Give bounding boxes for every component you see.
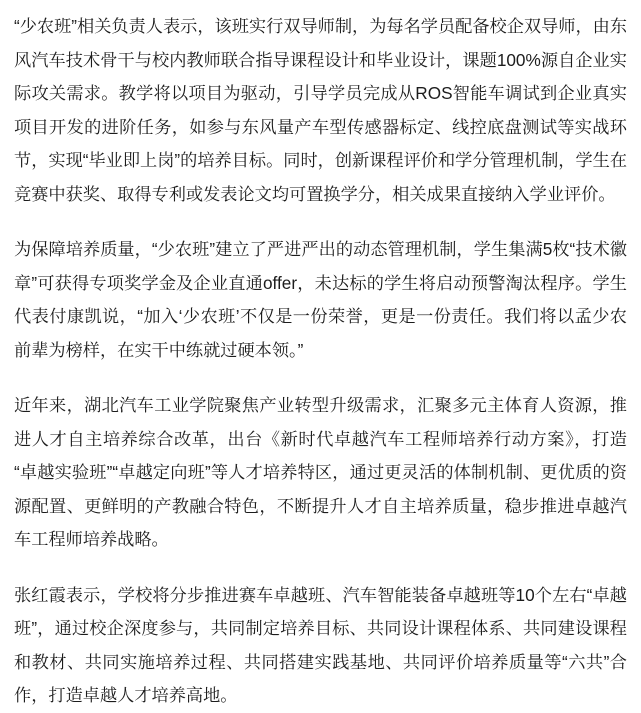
paragraph-1: “少农班”相关负责人表示，该班实行双导师制，为每名学员配备校企双导师，由东风汽车技术骨干与校内教师联合指导课程设计和毕业设计，课题100%源自企业实际攻关需求。教学将以项目为驱动，引导学员完成从ROS智能车调试到企业真实项目开发的进阶任务，如参与东风量产车型传感器标定、线控底盘测试等实战环节，实现“毕业即上岗”的培养目标。同时，创新课程评价和学分管理机制，学生在竞赛中获奖、取得专利或发表论文均可置换学分，相关成果直接纳入学业评价。 xyxy=(14,16,628,204)
paragraph-3: 近年来，湖北汽车工业学院聚焦产业转型升级需求，汇聚多元主体育人资源，推进人才自主培养综合改革，出台《新时代卓越汽车工程师培养行动方案》，打造“卓越实验班”“卓越定向班”等人才培养特区，通过更灵活的体制机制、更优质的资源配置、更鲜明的产教融合特色，不断提升人才自主培养质量，稳步推进卓越汽车工程师培养战略。 xyxy=(14,395,627,549)
paragraph-2: 为保障培养质量，“少农班”建立了严进严出的动态管理机制，学生集满5枚“技术徽章”可获得专项奖学金及企业直通offer，未达标的学生将启动预警淘汰程序。学生代表付康凯说，“加入‘少农班’不仅是一份荣誉，更是一份责任。我们将以孟少农前辈为榜样，在实干中练就过硬本领。” xyxy=(14,239,627,360)
paragraph-4: 张红霞表示，学校将分步推进赛车卓越班、汽车智能装备卓越班等10个左右“卓越班”，通过校企深度参与，共同制定培养目标、共同设计课程体系、共同建设课程和教材、共同实施培养过程、共同搭建实践基地、共同评价培养质量等“六共”合作，打造卓越人才培养高地。 xyxy=(14,584,627,705)
